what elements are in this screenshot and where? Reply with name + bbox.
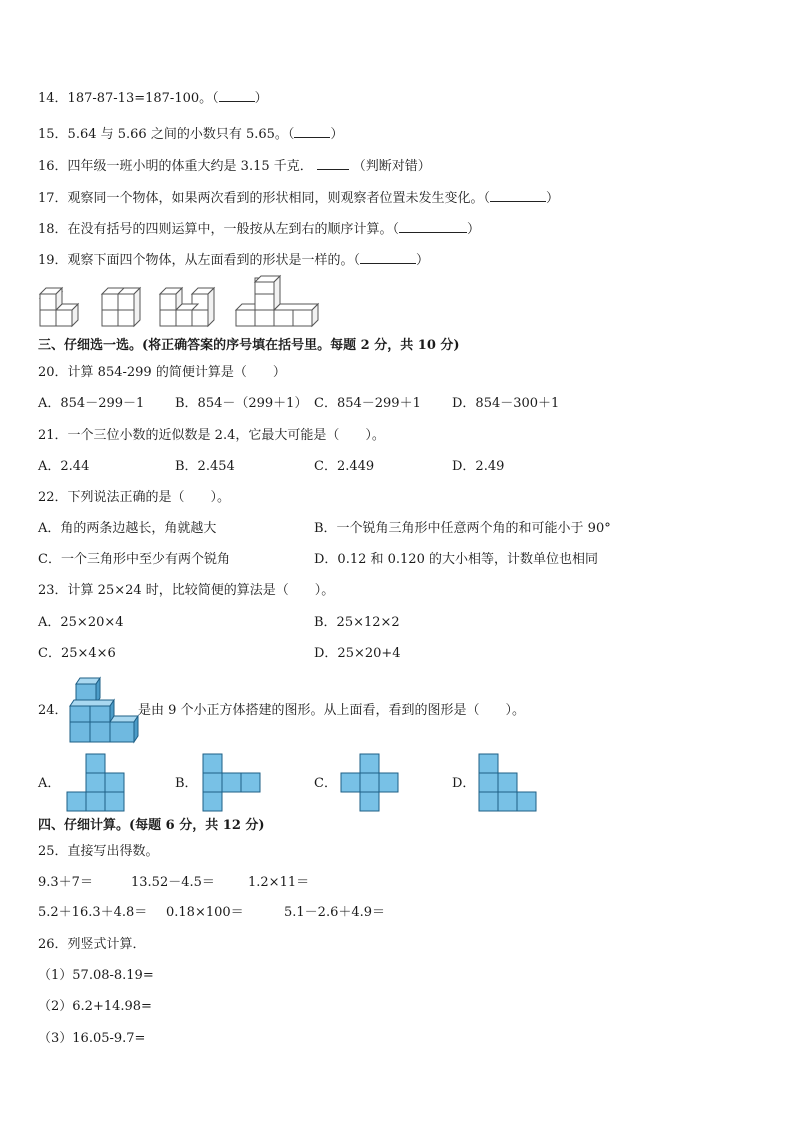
- q20-option-a[interactable]: A．854－299－1: [38, 396, 145, 411]
- question-24-stem: 是由 9 个小正方体搭建的图形。从上面看，看到的图形是（ ）。: [138, 703, 526, 718]
- q21-option-d[interactable]: D．2.49: [452, 459, 505, 474]
- question-17: 17．观察同一个物体，如果两次看到的形状相同，则观察者位置未发生变化。（ ）: [38, 188, 559, 208]
- q22-option-b[interactable]: B．一个锐角三角形中任意两个角的和可能小于 90°: [314, 521, 611, 536]
- question-18: 18．在没有括号的四则运算中，一般按从左到右的顺序计算。（ ）: [38, 219, 480, 239]
- q25-item-2: 13.52－4.5＝: [131, 875, 215, 890]
- q26-item-2: （2）6.2+14.98=: [38, 999, 152, 1014]
- answer-blank[interactable]: [219, 88, 255, 102]
- question-21-stem: 21．一个三位小数的近似数是 2.4，它最大可能是（ ）。: [38, 428, 385, 443]
- question-23-stem: 23．计算 25×24 时，比较简便的算法是（ ）。: [38, 583, 335, 598]
- q25-item-4: 5.2＋16.3＋4.8＝: [38, 905, 148, 920]
- cube-figure-2: [100, 276, 150, 328]
- question-24-number: 24．: [38, 703, 68, 718]
- q24-cube-structure: [68, 676, 142, 746]
- question-20-stem: 20．计算 854-299 的简便计算是（ ）: [38, 365, 286, 380]
- q20-option-b[interactable]: B．854－（299＋1）: [175, 396, 308, 411]
- cube-figure-3: [158, 276, 218, 328]
- q24-option-b-figure[interactable]: [202, 754, 262, 812]
- q22-option-d[interactable]: D．0.12 和 0.120 的大小相等，计数单位也相同: [314, 552, 598, 567]
- q23-option-c[interactable]: C．25×4×6: [38, 646, 116, 661]
- cube-figure-1: [38, 276, 88, 328]
- q25-item-5: 0.18×100＝: [166, 905, 244, 920]
- question-25-stem: 25．直接写出得数。: [38, 844, 159, 859]
- q21-option-b[interactable]: B．2.454: [175, 459, 235, 474]
- q24-option-c-figure[interactable]: [340, 754, 400, 812]
- answer-blank[interactable]: [317, 156, 349, 170]
- q24-option-b-label[interactable]: B．: [175, 776, 198, 791]
- q20-option-d[interactable]: D．854－300＋1: [452, 396, 560, 411]
- q25-item-6: 5.1－2.6＋4.9＝: [284, 905, 386, 920]
- q25-item-1: 9.3＋7＝: [38, 875, 93, 890]
- q24-option-a-label[interactable]: A．: [38, 776, 61, 791]
- q24-option-c-label[interactable]: C．: [314, 776, 337, 791]
- q26-item-3: （3）16.05-9.7=: [38, 1031, 146, 1046]
- q21-option-a[interactable]: A．2.44: [38, 459, 90, 474]
- q25-item-3: 1.2×11＝: [248, 875, 310, 890]
- question-22-stem: 22．下列说法正确的是（ ）。: [38, 490, 231, 505]
- section-4-title: 四、仔细计算。(每题 6 分，共 12 分): [38, 818, 265, 833]
- answer-blank[interactable]: [490, 188, 546, 202]
- q24-option-d-figure[interactable]: [478, 754, 540, 812]
- q26-item-1: （1）57.08-8.19=: [38, 968, 154, 983]
- q24-option-a-figure[interactable]: [66, 754, 128, 812]
- q22-option-c[interactable]: C．一个三角形中至少有两个锐角: [38, 552, 230, 567]
- cube-figure-4: [234, 276, 320, 328]
- q22-option-a[interactable]: A．角的两条边越长，角就越大: [38, 521, 217, 536]
- section-3-title: 三、仔细选一选。(将正确答案的序号填在括号里。每题 2 分，共 10 分): [38, 338, 460, 353]
- q23-option-d[interactable]: D．25×20+4: [314, 646, 401, 661]
- q20-option-c[interactable]: C．854－299＋1: [314, 396, 421, 411]
- q23-option-b[interactable]: B．25×12×2: [314, 615, 400, 630]
- question-15: 15．5.64 与 5.66 之间的小数只有 5.65。（ ）: [38, 124, 343, 144]
- question-26-stem: 26．列竖式计算．: [38, 937, 146, 952]
- answer-blank[interactable]: [399, 219, 467, 233]
- answer-blank[interactable]: [360, 250, 416, 264]
- q23-option-a[interactable]: A．25×20×4: [38, 615, 124, 630]
- question-16: 16．四年级一班小明的体重大约是 3.15 千克． （判断对错）: [38, 156, 431, 176]
- q24-option-d-label[interactable]: D．: [452, 776, 476, 791]
- q21-option-c[interactable]: C．2.449: [314, 459, 375, 474]
- answer-blank[interactable]: [294, 124, 330, 138]
- question-19: 19．观察下面四个物体，从左面看到的形状是一样的。（ ）: [38, 250, 429, 270]
- question-14: 14．187-87-13=187-100。（ ）: [38, 88, 268, 108]
